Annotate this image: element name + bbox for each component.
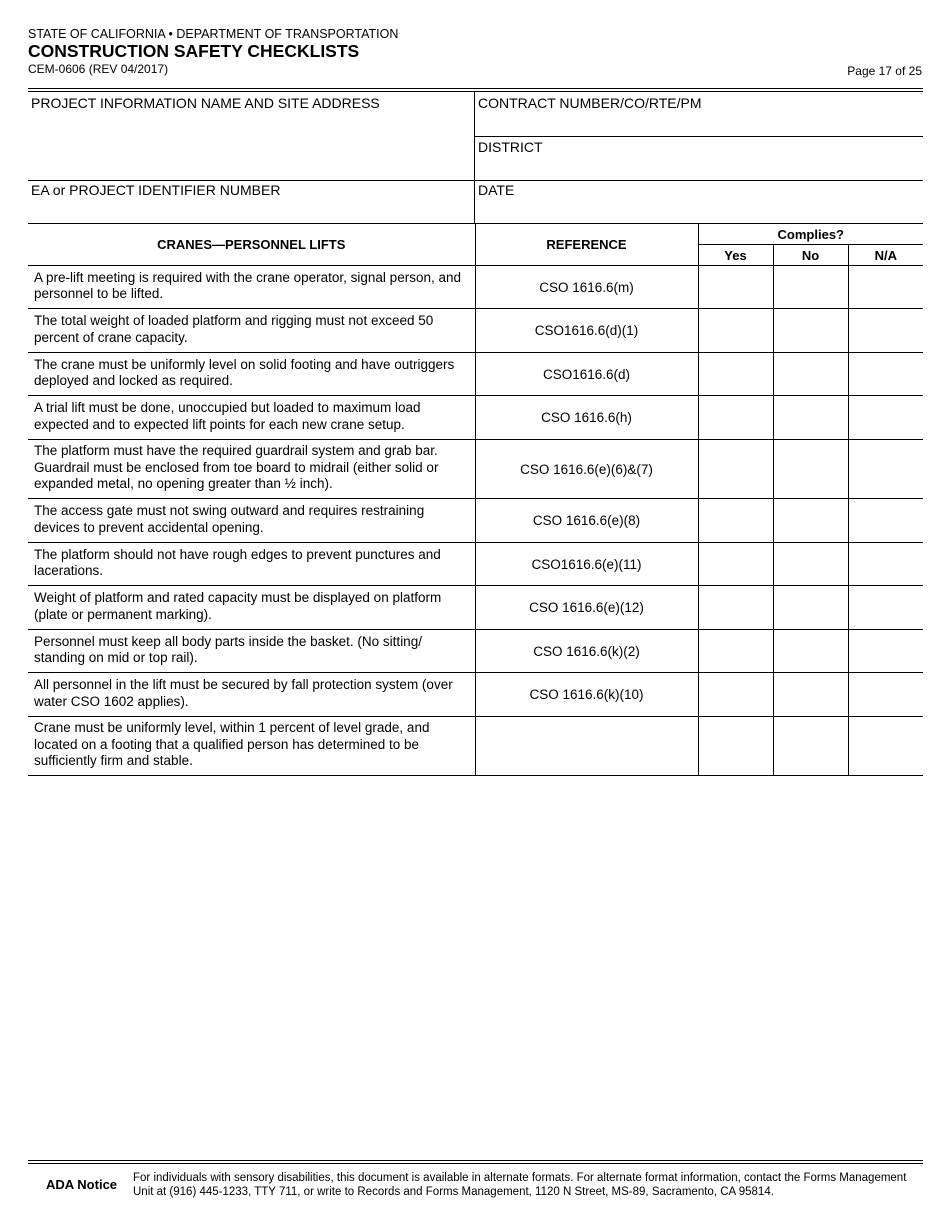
table-row bbox=[28, 499, 923, 543]
yes-checkbox[interactable] bbox=[698, 309, 773, 353]
reference-code: CSO 1616.6(k)(10) bbox=[475, 673, 698, 717]
table-row bbox=[28, 309, 923, 353]
requirement-text: A trial lift must be done, unoccupied but loaded to maximum load expected and to expected lift points for each new crane setup. bbox=[28, 396, 475, 440]
na-header: N/A bbox=[848, 245, 923, 266]
section-title-header: CRANES—PERSONNEL LIFTS bbox=[28, 224, 475, 266]
no-header: No bbox=[773, 245, 848, 266]
na-checkbox[interactable] bbox=[848, 440, 923, 499]
date-field[interactable] bbox=[475, 199, 923, 223]
requirement-text: The access gate must not swing outward and requires restraining devices to prevent accidental opening. bbox=[28, 499, 475, 543]
yes-checkbox[interactable] bbox=[698, 396, 773, 440]
no-checkbox[interactable] bbox=[773, 440, 848, 499]
requirement-text: The platform should not have rough edges to prevent punctures and lacerations. bbox=[28, 543, 475, 586]
table-row bbox=[28, 353, 923, 396]
reference-code bbox=[475, 717, 698, 776]
reference-code: CSO 1616.6(k)(2) bbox=[475, 630, 698, 673]
form-number: CEM-0606 (REV 04/2017) bbox=[28, 62, 169, 76]
no-checkbox[interactable] bbox=[773, 396, 848, 440]
na-checkbox[interactable] bbox=[848, 717, 923, 776]
yes-checkbox[interactable] bbox=[698, 586, 773, 630]
no-checkbox[interactable] bbox=[773, 543, 848, 586]
yes-checkbox[interactable] bbox=[698, 440, 773, 499]
reference-code: CSO 1616.6(e)(6)&(7) bbox=[475, 440, 698, 499]
reference-code: CSO 1616.6(m) bbox=[475, 266, 698, 309]
yes-checkbox[interactable] bbox=[698, 630, 773, 673]
header-divider bbox=[28, 88, 923, 89]
ada-notice-text: For individuals with sensory disabilities, this document is available in alternate formats. For alternate format information, contact the Forms Management Unit at (916) 445-1233, TTY 711, or write to Records and Forms Management, 1120 N Street, MS-89, Sacramento, CA 95814. bbox=[133, 1172, 907, 1198]
requirement-text: All personnel in the lift must be secured by fall protection system (over water CSO 1602 applies). bbox=[28, 673, 475, 717]
na-checkbox[interactable] bbox=[848, 396, 923, 440]
no-checkbox[interactable] bbox=[773, 499, 848, 543]
date-label: DATE bbox=[478, 182, 515, 198]
no-checkbox[interactable] bbox=[773, 630, 848, 673]
no-checkbox[interactable] bbox=[773, 266, 848, 309]
na-checkbox[interactable] bbox=[848, 630, 923, 673]
contract-number-field[interactable] bbox=[475, 112, 923, 135]
checklist-table bbox=[28, 223, 923, 776]
no-checkbox[interactable] bbox=[773, 586, 848, 630]
na-checkbox[interactable] bbox=[848, 309, 923, 353]
yes-header: Yes bbox=[698, 245, 773, 266]
na-checkbox[interactable] bbox=[848, 543, 923, 586]
yes-checkbox[interactable] bbox=[698, 353, 773, 396]
reference-code: CSO1616.6(d) bbox=[475, 353, 698, 396]
page-title: CONSTRUCTION SAFETY CHECKLISTS bbox=[28, 41, 360, 61]
info-row-divider bbox=[28, 180, 923, 181]
ada-footer bbox=[28, 1160, 923, 1198]
reference-code: CSO 1616.6(e)(8) bbox=[475, 499, 698, 543]
na-checkbox[interactable] bbox=[848, 266, 923, 309]
complies-header: Complies? bbox=[698, 224, 923, 245]
yes-checkbox[interactable] bbox=[698, 543, 773, 586]
no-checkbox[interactable] bbox=[773, 717, 848, 776]
ea-identifier-label: EA or PROJECT IDENTIFIER NUMBER bbox=[31, 182, 281, 198]
requirement-text: A pre-lift meeting is required with the crane operator, signal person, and personnel to be lifted. bbox=[28, 266, 475, 309]
requirement-text: The total weight of loaded platform and rigging must not exceed 50 percent of crane capacity. bbox=[28, 309, 475, 353]
project-name-field[interactable] bbox=[28, 112, 473, 179]
na-checkbox[interactable] bbox=[848, 353, 923, 396]
page-number: Page 17 of 25 bbox=[847, 64, 922, 78]
project-info-block bbox=[28, 91, 923, 224]
district-label: DISTRICT bbox=[478, 139, 543, 155]
table-row bbox=[28, 266, 923, 309]
na-checkbox[interactable] bbox=[848, 586, 923, 630]
no-checkbox[interactable] bbox=[773, 309, 848, 353]
na-checkbox[interactable] bbox=[848, 499, 923, 543]
agency-name: STATE OF CALIFORNIA • DEPARTMENT OF TRANSPORTATION bbox=[28, 27, 399, 41]
table-row bbox=[28, 630, 923, 673]
footer-divider bbox=[28, 1163, 923, 1164]
requirement-text: The platform must have the required guardrail system and grab bar. Guardrail must be enclosed from toe board to midrail (either solid or expanded metal, no opening greater than ½ inch). bbox=[28, 440, 475, 499]
table-row bbox=[28, 717, 923, 776]
ea-identifier-field[interactable] bbox=[28, 199, 473, 223]
table-row bbox=[28, 440, 923, 499]
requirement-text: Crane must be uniformly level, within 1 percent of level grade, and located on a footing that a qualified person has determined to be sufficiently firm and stable. bbox=[28, 717, 475, 776]
table-row bbox=[28, 586, 923, 630]
na-checkbox[interactable] bbox=[848, 673, 923, 717]
table-row bbox=[28, 396, 923, 440]
district-field[interactable] bbox=[475, 156, 923, 179]
yes-checkbox[interactable] bbox=[698, 673, 773, 717]
ada-notice-label: ADA Notice bbox=[46, 1177, 118, 1192]
table-row bbox=[28, 673, 923, 717]
yes-checkbox[interactable] bbox=[698, 717, 773, 776]
requirement-text: Weight of platform and rated capacity must be displayed on platform (plate or permanent marking). bbox=[28, 586, 475, 630]
contract-number-label: CONTRACT NUMBER/CO/RTE/PM bbox=[478, 95, 702, 111]
reference-code: CSO1616.6(e)(11) bbox=[475, 543, 698, 586]
yes-checkbox[interactable] bbox=[698, 266, 773, 309]
info-row-divider bbox=[474, 136, 923, 137]
table-row bbox=[28, 543, 923, 586]
reference-code: CSO1616.6(d)(1) bbox=[475, 309, 698, 353]
no-checkbox[interactable] bbox=[773, 673, 848, 717]
requirement-text: The crane must be uniformly level on solid footing and have outriggers deployed and locked as required. bbox=[28, 353, 475, 396]
form-header bbox=[28, 27, 398, 77]
reference-code: CSO 1616.6(h) bbox=[475, 396, 698, 440]
reference-header: REFERENCE bbox=[475, 224, 698, 266]
no-checkbox[interactable] bbox=[773, 353, 848, 396]
project-name-label: PROJECT INFORMATION NAME AND SITE ADDRESS bbox=[31, 95, 380, 111]
reference-code: CSO 1616.6(e)(12) bbox=[475, 586, 698, 630]
requirement-text: Personnel must keep all body parts inside the basket. (No sitting/ standing on mid or top rail). bbox=[28, 630, 475, 673]
yes-checkbox[interactable] bbox=[698, 499, 773, 543]
